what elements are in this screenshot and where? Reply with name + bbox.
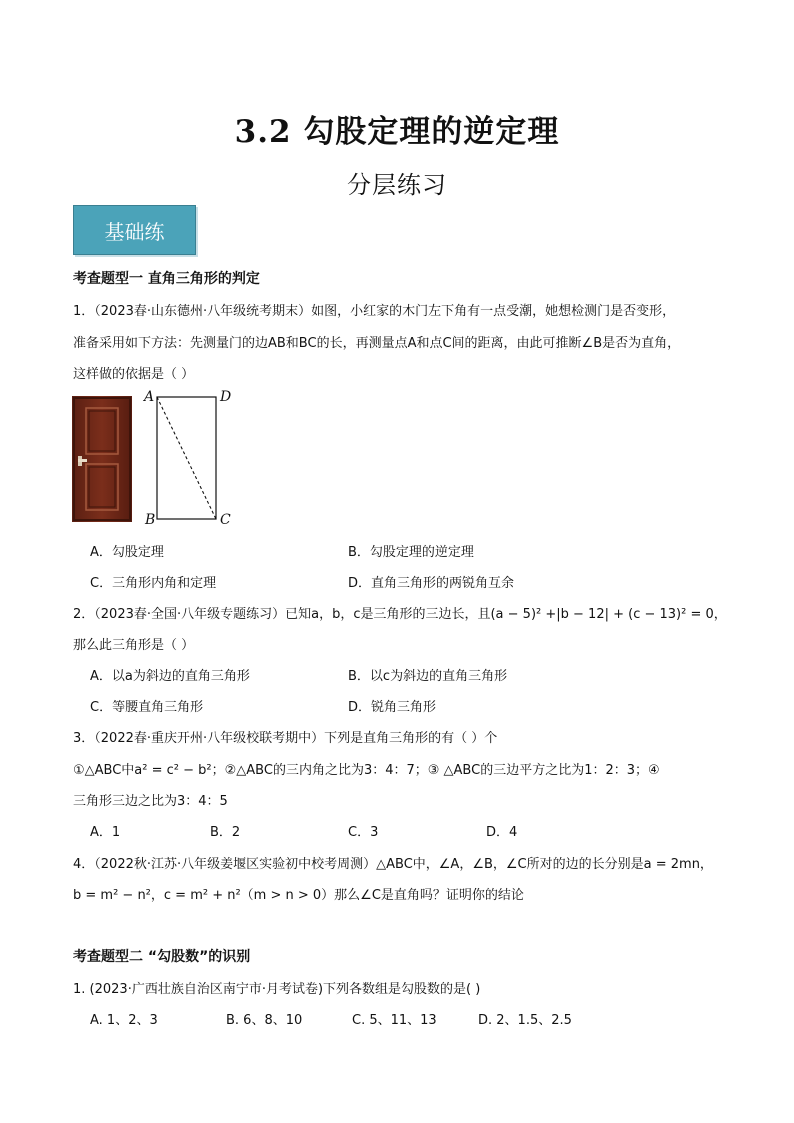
section-heading-1: 考查题型一 直角三角形的判定 bbox=[73, 271, 260, 287]
door-image bbox=[72, 396, 132, 522]
q2-option-b: B．以c为斜边的直角三角形 bbox=[348, 669, 508, 684]
s2-q1-option-b: B. 6、8、10 bbox=[226, 1013, 303, 1028]
q2-option-c: C．等腰直角三角形 bbox=[90, 700, 204, 715]
q4-line2: b = m² − n²，c = m² + n²（m > n > 0）那么∠C是直角吗？证明你的结论 bbox=[73, 888, 524, 903]
q1-option-c: C．三角形内角和定理 bbox=[90, 576, 217, 591]
label-d: D bbox=[220, 389, 232, 405]
q1-option-b: B．勾股定理的逆定理 bbox=[348, 545, 474, 560]
q3-line2: ①△ABC中a² = c² − b²；②△ABC的三内角之比为3：4：7；③ △ABC的三边平方之比为1：2：3；④ bbox=[73, 763, 660, 778]
q2-line2: 那么此三角形是（ ） bbox=[73, 638, 195, 653]
q3-option-c: C．3 bbox=[348, 825, 379, 840]
q2-line1: 2．（2023春·全国·八年级专题练习）已知a，b，c是三角形的三边长，且(a − 5)² +|b − 12| + (c − 13)² = 0， bbox=[73, 607, 727, 622]
q3-line1: 3．（2022春·重庆开州·八年级校联考期中）下列是直角三角形的有（ ）个 bbox=[73, 731, 498, 746]
page-subtitle: 分层练习 bbox=[347, 171, 447, 199]
s2-q1-option-d: D. 2、1.5、2.5 bbox=[478, 1013, 572, 1028]
q3-option-a: A．1 bbox=[90, 825, 121, 840]
label-b: B bbox=[145, 512, 156, 528]
q1-line3: 这样做的依据是（ ） bbox=[73, 367, 195, 382]
q3-option-b: B．2 bbox=[210, 825, 241, 840]
q2-option-d: D．锐角三角形 bbox=[348, 700, 437, 715]
section-heading-2: 考查题型二 “勾股数”的识别 bbox=[73, 949, 251, 965]
q3-line3: 三角形三边之比为3：4：5 bbox=[73, 794, 228, 809]
q3-option-d: D．4 bbox=[486, 825, 518, 840]
q1-option-d: D．直角三角形的两锐角互余 bbox=[348, 576, 515, 591]
rectangle-diagram bbox=[140, 388, 240, 532]
q4-line1: 4．（2022秋·江苏·八年级姜堰区实验初中校考周测）△ABC中，∠A，∠B，∠C所对的边的长分别是a = 2mn， bbox=[73, 857, 713, 872]
page-title: 3.2 勾股定理的逆定理 bbox=[234, 114, 560, 150]
q1-option-a: A．勾股定理 bbox=[90, 545, 164, 560]
s2-q1-option-a: A. 1、2、3 bbox=[90, 1013, 158, 1028]
label-c: C bbox=[220, 512, 231, 528]
q1-line1: 1．（2023春·山东德州·八年级统考期末）如图，小红家的木门左下角有一点受潮，她想检测门是否变形， bbox=[73, 304, 676, 319]
s2-q1-line1: 1. (2023·广西壮族自治区南宁市·月考试卷)下列各数组是勾股数的是( ) bbox=[73, 982, 481, 997]
level-badge: 基础练 bbox=[73, 205, 196, 255]
s2-q1-option-c: C. 5、11、13 bbox=[352, 1013, 437, 1028]
label-a: A bbox=[144, 389, 155, 405]
q1-line2: 准备采用如下方法：先测量门的边AB和BC的长，再测量点A和点C间的距离，由此可推断∠B是否为直角， bbox=[73, 336, 681, 351]
q2-option-a: A．以a为斜边的直角三角形 bbox=[90, 669, 250, 684]
